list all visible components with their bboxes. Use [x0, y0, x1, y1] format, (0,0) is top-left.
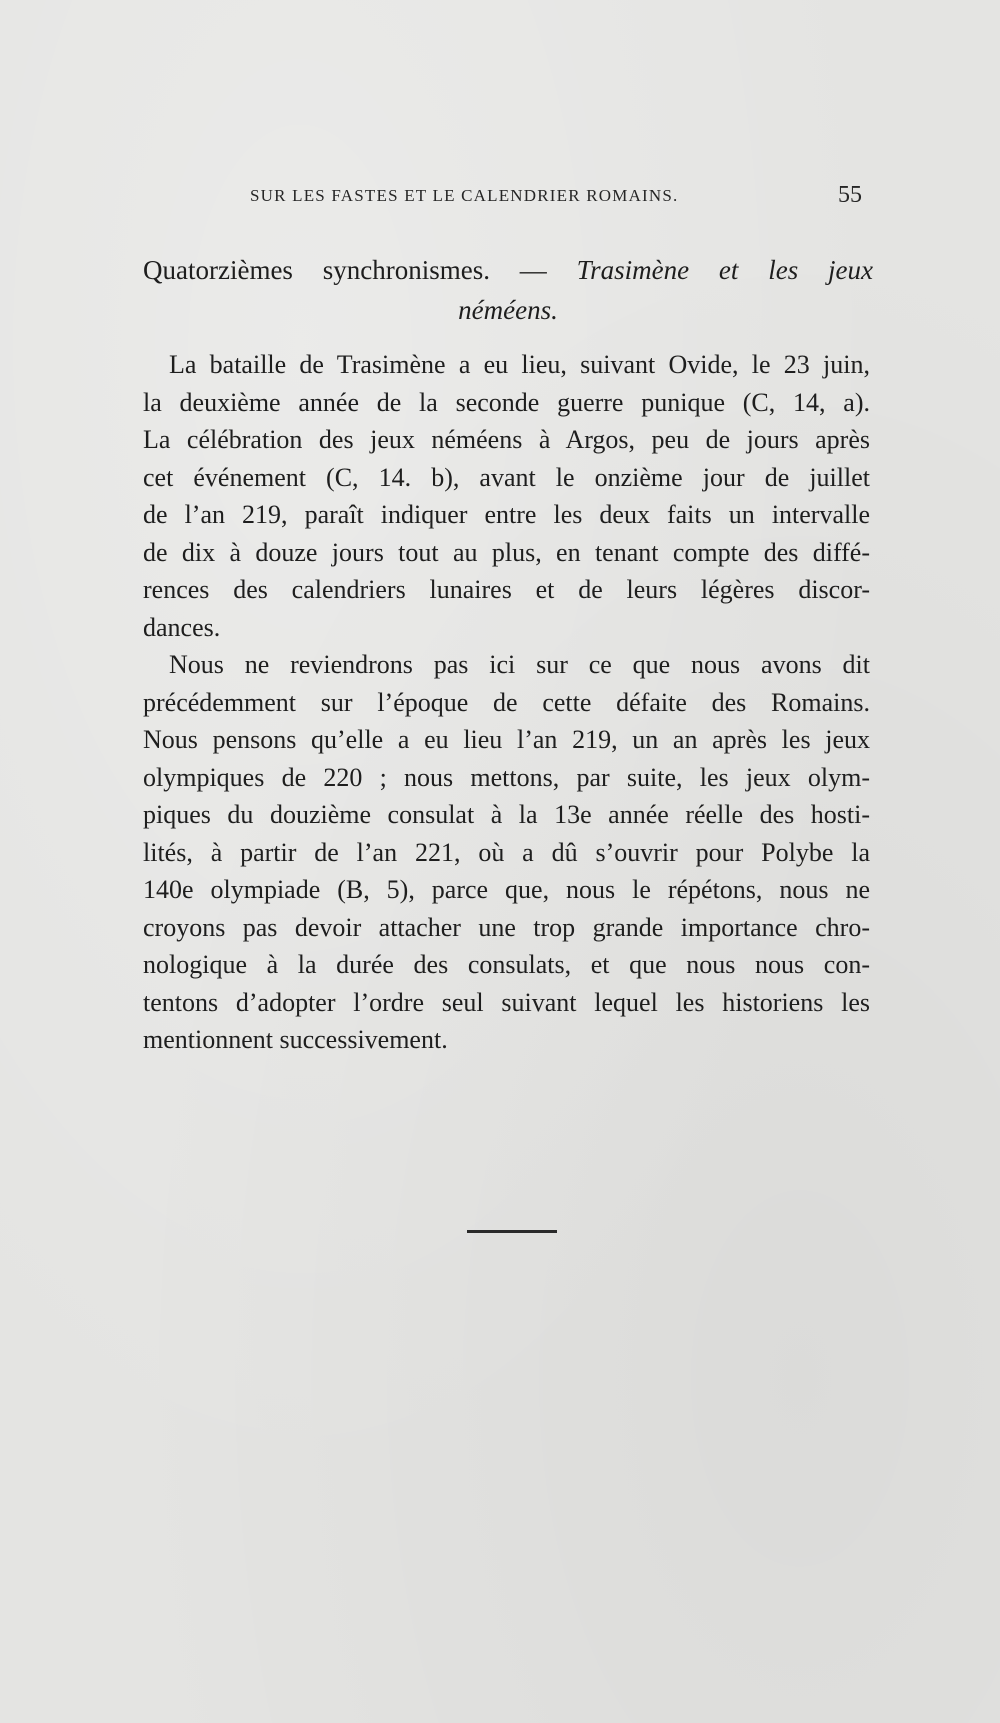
text-line: La célébration des jeux néméens à Argos, peu de jours après	[143, 425, 870, 454]
paragraph-2	[143, 646, 870, 1059]
text-line: cet événement (C, 14. b), avant le onzième jour de juillet	[143, 462, 870, 492]
text-line: olympiques de 220 ; nous mettons, par suite, les jeux olym-	[143, 762, 870, 792]
text-line: nologique à la durée des consulats, et que nous nous con-	[143, 950, 870, 979]
text-line: rences des calendriers lunaires et de leurs légères discor-	[143, 575, 870, 604]
section-title-roman: Quatorzièmes synchronismes. —	[143, 255, 577, 285]
page-number: 55	[838, 182, 862, 208]
text-line: de dix à douze jours tout au plus, en tenant compte des diffé-	[143, 537, 870, 567]
section-title	[143, 250, 873, 330]
text-line: la deuxième année de la seconde guerre punique (C, 14, a).	[143, 387, 870, 417]
text-line: 140e olympiade (B, 5), parce que, nous le répétons, nous ne	[143, 875, 870, 904]
text-line: Nous ne reviendrons pas ici sur ce que nous avons dit	[169, 650, 870, 679]
text-line: mentionnent successivement.	[143, 1025, 448, 1054]
text-line: tentons d’adopter l’ordre seul suivant lequel les historiens les	[143, 987, 870, 1017]
section-title-line-1	[143, 250, 873, 290]
text-line: de l’an 219, paraît indiquer entre les deux faits un intervalle	[143, 500, 870, 529]
text-line: croyons pas devoir attacher une trop grande importance chro-	[143, 912, 870, 942]
paragraph-1	[143, 346, 870, 646]
text-line: La bataille de Trasimène a eu lieu, suivant Ovide, le 23 juin,	[169, 350, 870, 379]
text-line: Nous pensons qu’elle a eu lieu l’an 219, un an après les jeux	[143, 725, 870, 754]
text-line: piques du douzième consulat à la 13e année réelle des hosti-	[143, 800, 870, 829]
text-line: lités, à partir de l’an 221, où a dû s’ouvrir pour Polybe la	[143, 837, 870, 867]
text-line: précédemment sur l’époque de cette défaite des Romains.	[143, 687, 870, 717]
running-head: SUR LES FASTES ET LE CALENDRIER ROMAINS.	[250, 186, 679, 205]
section-title-line-2: néméens.	[458, 295, 558, 325]
text-line: dances.	[143, 612, 221, 642]
section-title-italic: Trasimène et les jeux	[576, 255, 873, 285]
body-text	[143, 346, 870, 1059]
section-end-rule	[467, 1230, 557, 1233]
